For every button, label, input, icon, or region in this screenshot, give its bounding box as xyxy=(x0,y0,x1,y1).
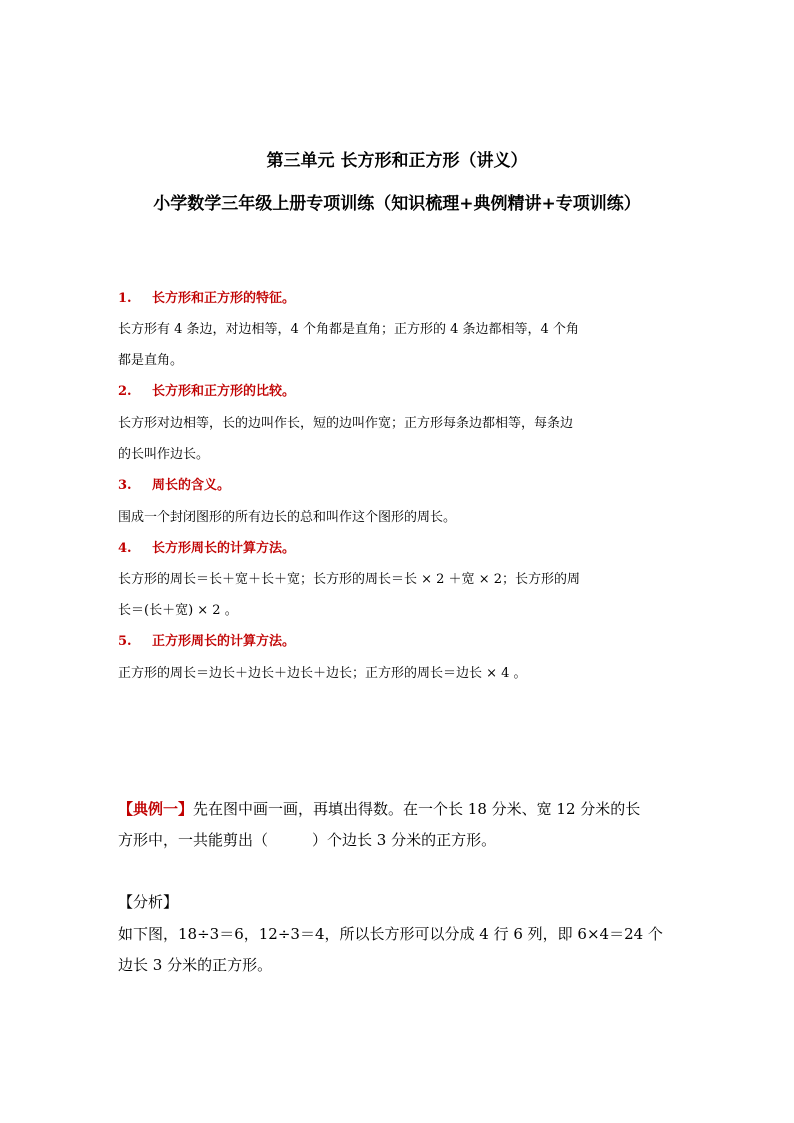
knowledge-heading-text: 长方形和正方形的比较。 xyxy=(152,384,296,399)
knowledge-number: 2. xyxy=(118,384,132,399)
example-question-line xyxy=(118,800,698,818)
analysis-text-line: 如下图，18÷3＝6，12÷3＝4，所以长方形可以分成 4 行 6 列，即 6×4＝24 个 xyxy=(118,925,663,943)
knowledge-heading-1 xyxy=(118,291,698,307)
knowledge-number: 5. xyxy=(118,634,132,649)
page-title: 第三单元 长方形和正方形（讲义） xyxy=(266,151,528,171)
knowledge-heading-text: 长方形周长的计算方法。 xyxy=(152,541,296,556)
knowledge-heading-3 xyxy=(118,478,698,494)
knowledge-text-line: 的长叫作边长。 xyxy=(118,447,210,462)
knowledge-text-line: 长＝(长＋宽) × 2 。 xyxy=(118,603,238,618)
knowledge-text-line: 正方形的周长＝边长＋边长＋边长＋边长；正方形的周长＝边长 × 4 。 xyxy=(118,666,527,681)
example-label: 【典例一】 xyxy=(118,800,194,818)
analysis-label: 【分析】 xyxy=(118,893,179,911)
knowledge-heading-text: 长方形和正方形的特征。 xyxy=(152,291,296,306)
knowledge-text-line: 长方形的周长＝长＋宽＋长＋宽；长方形的周长＝长 × 2 ＋宽 × 2；长方形的周 xyxy=(118,572,580,587)
knowledge-heading-4 xyxy=(118,541,698,557)
example-question-line xyxy=(118,831,698,849)
knowledge-text-line: 都是直角。 xyxy=(118,353,184,368)
example-text: 方形中，一共能剪出（ xyxy=(118,831,269,849)
analysis-text-line: 边长 3 分米的正方形。 xyxy=(118,956,273,974)
knowledge-number: 4. xyxy=(118,541,132,556)
knowledge-number: 1. xyxy=(118,291,132,306)
knowledge-number: 3. xyxy=(118,478,132,493)
knowledge-text-line: 长方形有 4 条边，对边相等，4 个角都是直角；正方形的 4 条边都相等，4 个角 xyxy=(118,322,579,337)
knowledge-text-line: 长方形对边相等，长的边叫作长，短的边叫作宽；正方形每条边都相等，每条边 xyxy=(118,416,574,431)
example-text: ）个边长 3 分米的正方形。 xyxy=(312,831,497,849)
knowledge-heading-text: 周长的含义。 xyxy=(152,478,231,493)
knowledge-heading-2 xyxy=(118,384,698,400)
knowledge-heading-5 xyxy=(118,634,698,650)
knowledge-text-line: 围成一个封闭图形的所有边长的总和叫作这个图形的周长。 xyxy=(118,510,457,525)
example-text: 先在图中画一画，再填出得数。在一个长 18 分米、宽 12 分米的长 xyxy=(193,800,641,818)
knowledge-heading-text: 正方形周长的计算方法。 xyxy=(152,634,296,649)
page-subtitle: 小学数学三年级上册专项训练（知识梳理+典例精讲+专项训练） xyxy=(153,194,641,214)
